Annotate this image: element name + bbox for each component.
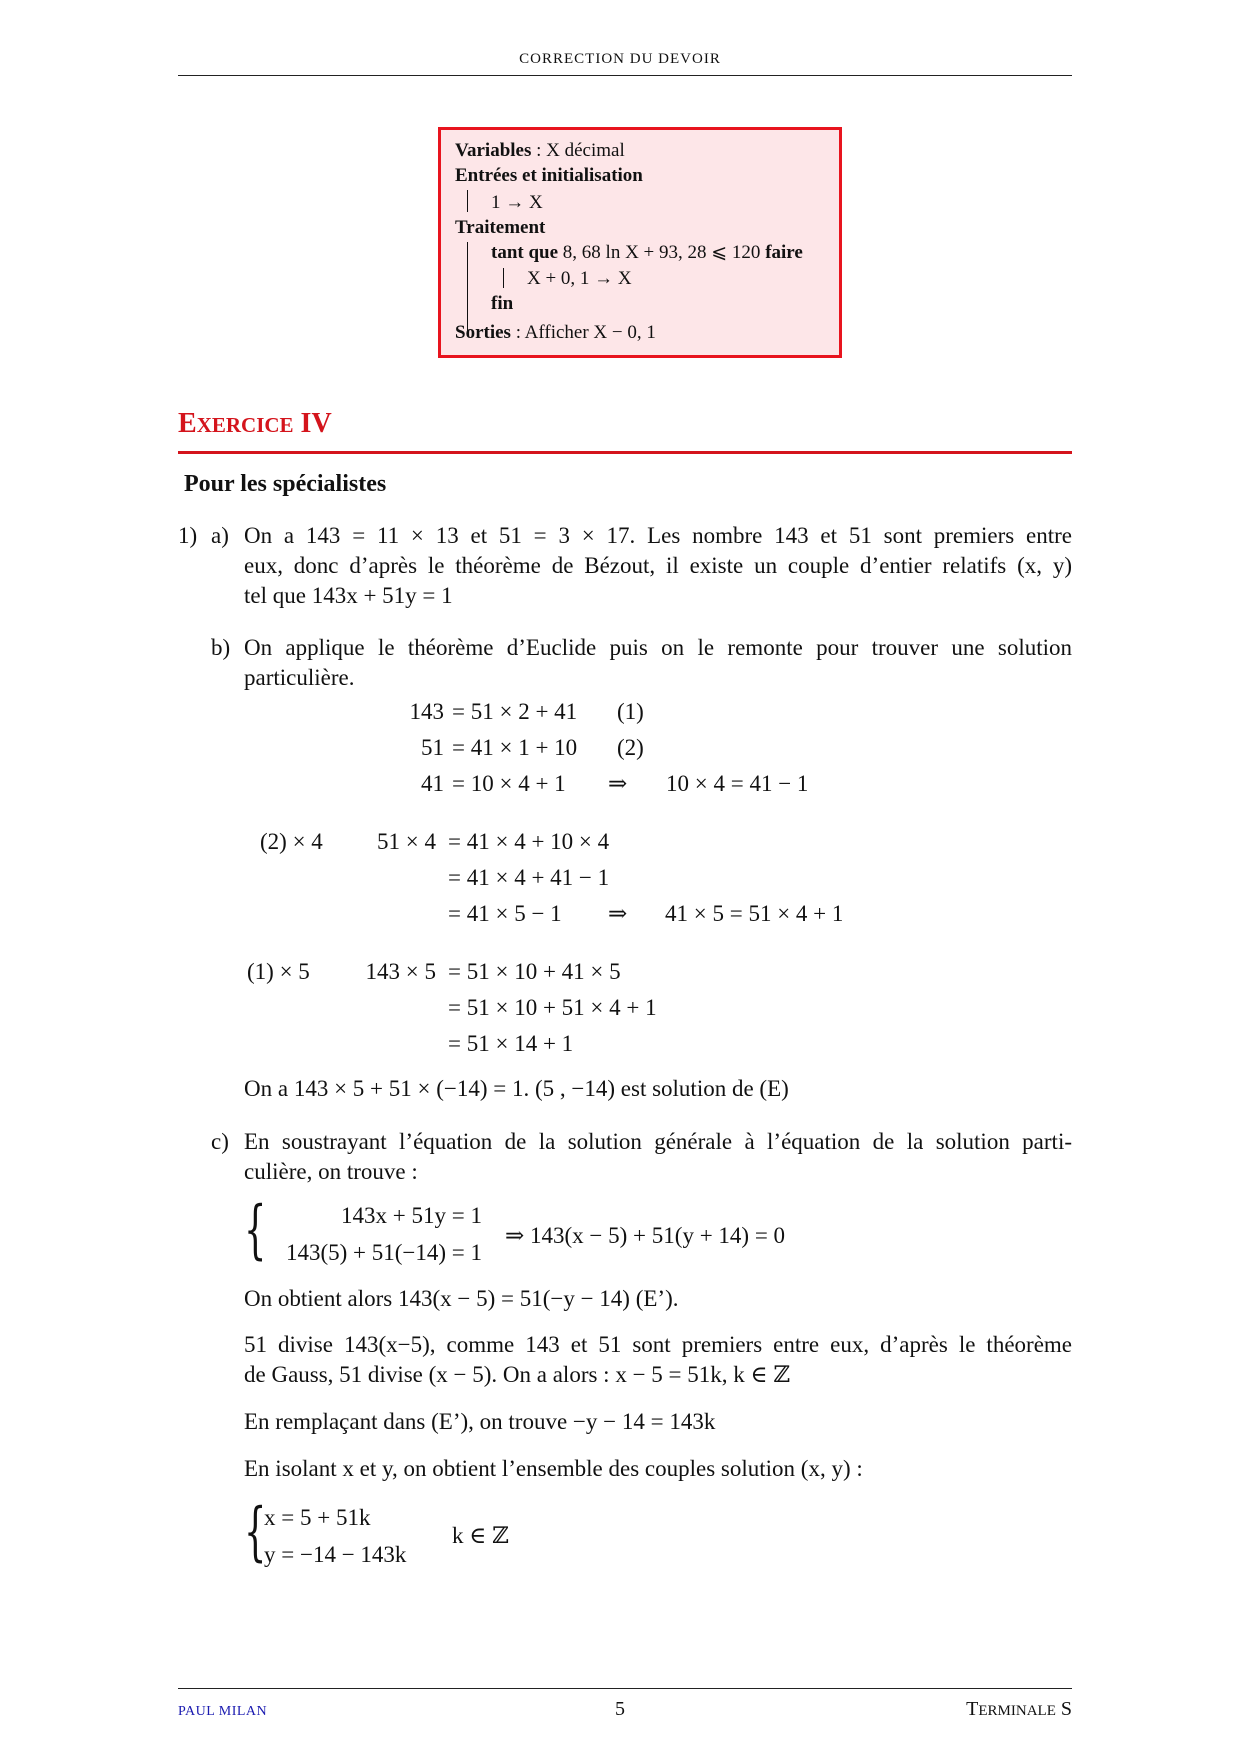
while-keyword: tant que bbox=[491, 242, 559, 263]
item-c-line1: En soustrayant l’équation de la solution générale à l’équation de la solution parti- bbox=[244, 1129, 1072, 1154]
do-keyword: faire bbox=[765, 242, 803, 263]
step-rhs: = 41 × 4 + 10 × 4 bbox=[448, 829, 610, 854]
solution-x: x = 5 + 51k bbox=[264, 1505, 371, 1530]
step-result: 41 × 5 = 51 × 4 + 1 bbox=[665, 901, 844, 926]
item-b-line1: On applique le théorème d’Euclide puis on le remonte pour trouver une solution bbox=[244, 635, 1072, 660]
step-rhs: = 41 × 4 + 41 − 1 bbox=[448, 865, 610, 890]
item-a-letter: a) bbox=[211, 523, 229, 548]
step2-label: (2) × 4 bbox=[260, 829, 323, 854]
implies-arrow: ⇒ bbox=[608, 771, 628, 796]
step-lhs: 143 × 5 bbox=[365, 959, 436, 984]
footer-class bbox=[966, 1698, 1072, 1721]
system-line2: 143(5) + 51(−14) = 1 bbox=[285, 1240, 482, 1265]
inputs-label: Entrées et initialisation bbox=[455, 165, 643, 186]
obtain-line: On obtient alors 143(x − 5) = 51(−y − 14) (E’). bbox=[244, 1286, 679, 1311]
step-rhs: = 41 × 5 − 1 bbox=[448, 901, 562, 926]
gauss-line1: 51 divise 143(x−5), comme 143 et 51 sont premiers entre eux, d’après le théorème bbox=[244, 1332, 1072, 1357]
step1-label: (1) × 5 bbox=[247, 959, 310, 984]
title-number: IV bbox=[293, 408, 332, 439]
processing-label: Traitement bbox=[455, 217, 546, 238]
variables-value: : X décimal bbox=[531, 140, 625, 161]
algo-variables bbox=[455, 140, 625, 162]
outputs-value: : Afficher X − 0, 1 bbox=[510, 322, 656, 343]
step-lhs: 51 × 4 bbox=[377, 829, 436, 854]
while-condition: 8, 68 ln X + 93, 28 ⩽ 120 bbox=[558, 242, 766, 263]
left-brace-icon: { bbox=[244, 1193, 267, 1267]
step-rhs: = 51 × 10 + 41 × 5 bbox=[448, 959, 621, 984]
question-number: 1) bbox=[178, 523, 198, 548]
variables-label: Variables bbox=[455, 140, 532, 161]
solution-y: y = −14 − 143k bbox=[264, 1542, 407, 1567]
algo-outputs bbox=[455, 322, 656, 344]
solution-k: k ∈ ℤ bbox=[452, 1523, 509, 1548]
footer-author: PAUL MILAN bbox=[178, 1704, 268, 1719]
implies-arrow: ⇒ bbox=[608, 901, 628, 926]
footer-rule bbox=[178, 1688, 1072, 1689]
class-smallcaps: ERMINALE bbox=[978, 1703, 1056, 1719]
step-rhs: = 51 × 14 + 1 bbox=[448, 1031, 574, 1056]
loop-block-bar bbox=[503, 268, 504, 288]
euclid-tag: (1) bbox=[617, 699, 644, 724]
euclid-lhs: 41 bbox=[421, 771, 444, 796]
item-a-line2: eux, donc d’après le théorème de Bézout, il existe un couple d’entier relatifs (x, y) bbox=[244, 553, 1072, 578]
title-initial: E bbox=[178, 408, 197, 439]
step-rhs: = 51 × 10 + 51 × 4 + 1 bbox=[448, 995, 657, 1020]
gauss-line2: de Gauss, 51 divise (x − 5). On a alors : x − 5 = 51k, k ∈ ℤ bbox=[244, 1362, 791, 1387]
item-a-line1: On a 143 = 11 × 13 et 51 = 3 × 17. Les nombre 143 et 51 sont premiers entre bbox=[244, 523, 1072, 548]
title-smallcaps: XERCICE bbox=[196, 413, 294, 437]
euclid-rhs: = 51 × 2 + 41 bbox=[452, 699, 578, 724]
b-conclusion: On a 143 × 5 + 51 × (−14) = 1. (5 , −14) est solution de (E) bbox=[244, 1076, 789, 1101]
exercise-title bbox=[178, 408, 332, 440]
exercise-rule bbox=[178, 451, 1072, 454]
class-suffix: S bbox=[1055, 1698, 1072, 1720]
processing-block-bar bbox=[467, 242, 468, 332]
header-rule bbox=[178, 75, 1072, 76]
isolate-line: En isolant x et y, on obtient l’ensemble des couples solution (x, y) : bbox=[244, 1456, 863, 1481]
replace-line: En remplaçant dans (E’), on trouve −y − 14 = 143k bbox=[244, 1409, 716, 1434]
euclid-rhs: = 10 × 4 + 1 bbox=[452, 771, 566, 796]
item-a-line3: tel que 143x + 51y = 1 bbox=[244, 583, 453, 608]
euclid-rhs: = 41 × 1 + 10 bbox=[452, 735, 578, 760]
euclid-tag: (2) bbox=[617, 735, 644, 760]
item-c-letter: c) bbox=[211, 1129, 229, 1154]
loop-body: X + 0, 1 → X bbox=[527, 268, 632, 289]
while-line bbox=[491, 241, 803, 264]
euclid-lhs: 143 bbox=[409, 699, 444, 724]
item-b-line2: particulière. bbox=[244, 665, 355, 690]
item-c-line2: culière, on trouve : bbox=[244, 1159, 418, 1184]
left-brace-icon: { bbox=[244, 1495, 267, 1569]
system-implication: ⇒ 143(x − 5) + 51(y + 14) = 0 bbox=[505, 1223, 786, 1248]
end-keyword: fin bbox=[491, 293, 514, 314]
init-block-bar bbox=[467, 190, 468, 212]
euclid-lhs: 51 bbox=[421, 735, 444, 760]
running-header: CORRECTION DU DEVOIR bbox=[519, 51, 721, 67]
item-b-letter: b) bbox=[211, 635, 231, 660]
page-number: 5 bbox=[615, 1698, 625, 1720]
class-initial: T bbox=[966, 1698, 979, 1720]
algorithm-box bbox=[438, 127, 842, 358]
euclid-result: 10 × 4 = 41 − 1 bbox=[666, 771, 809, 796]
exercise-subtitle: Pour les spécialistes bbox=[184, 471, 387, 497]
init-line: 1 → X bbox=[491, 192, 543, 213]
outputs-label: Sorties bbox=[455, 322, 511, 343]
system-line1: 143x + 51y = 1 bbox=[341, 1203, 482, 1228]
